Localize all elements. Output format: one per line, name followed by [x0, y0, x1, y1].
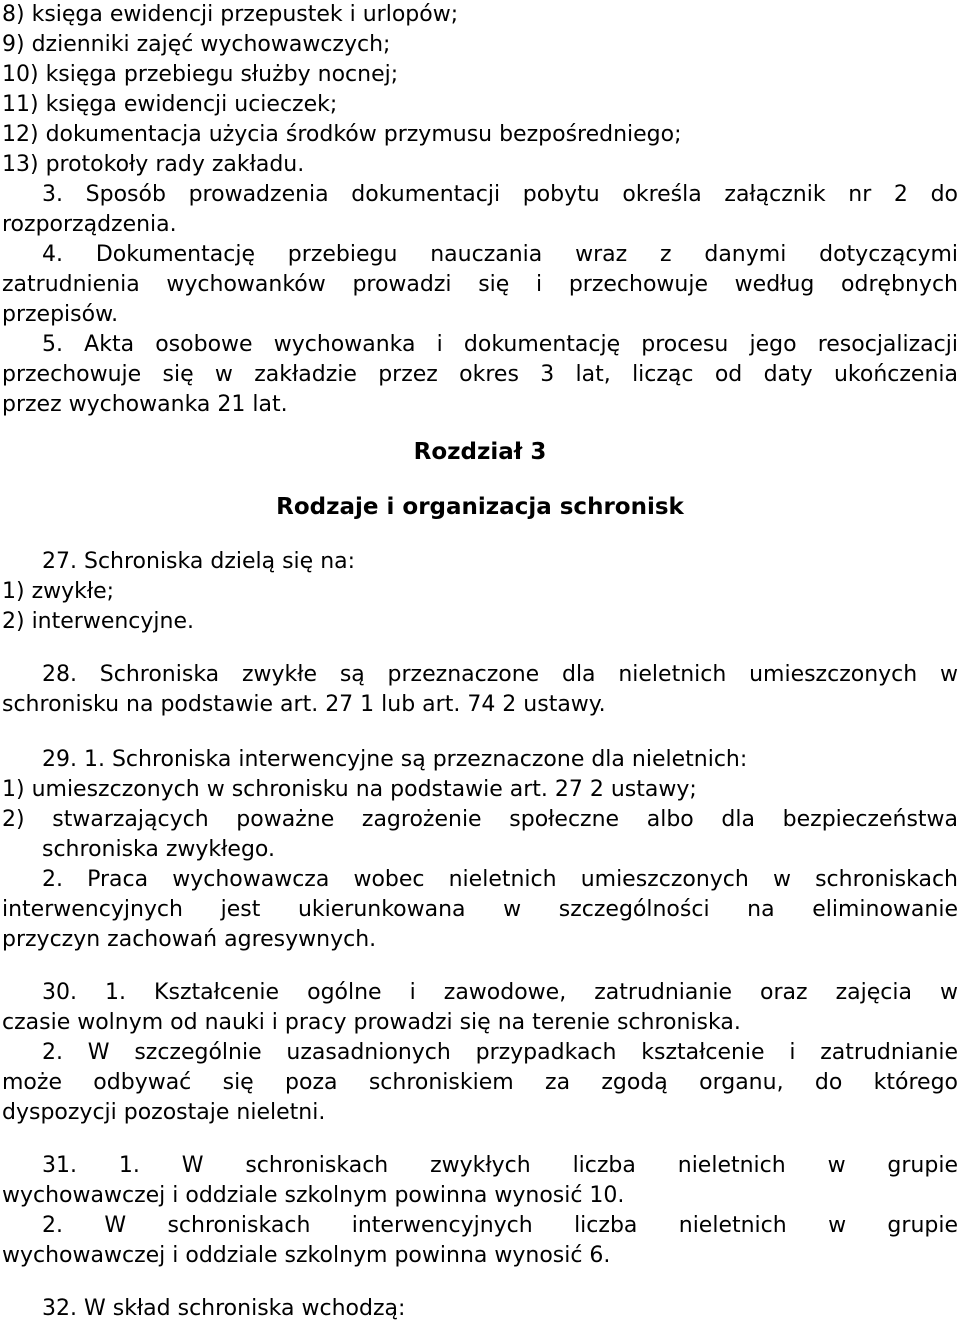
text-line: przyczyn zachowań agresywnych.	[2, 927, 377, 952]
text-line: 2. W szczególnie uzasadnionych przypadkach kształcenie i zatrudnianie	[42, 1040, 958, 1065]
text-line: 10) księga przebiegu służby nocnej;	[2, 62, 399, 87]
section-paragraph: 27. Schroniska dzielą się na:	[42, 549, 356, 574]
text-line: 1) zwykłe;	[2, 579, 115, 604]
chapter-heading: Rozdział 3	[413, 439, 547, 465]
text-line: 13) protokoły rady zakładu.	[2, 152, 305, 177]
text-line: schroniska zwykłego.	[42, 837, 275, 862]
section-paragraph: 29. 1. Schroniska interwencyjne są przeznaczone dla nieletnich:	[42, 747, 748, 772]
text-line: 11) księga ewidencji ucieczek;	[2, 92, 338, 117]
text-line: przepisów.	[2, 302, 119, 327]
text-line: wychowawczej i oddziale szkolnym powinna wynosić 10.	[2, 1183, 625, 1208]
text-line: 4. Dokumentację przebiegu nauczania wraz z danymi dotyczącymi	[42, 242, 958, 267]
text-line: dyspozycji pozostaje nieletni.	[2, 1100, 326, 1125]
text-line: przez wychowanka 21 lat.	[2, 392, 288, 417]
text-line: 2) interwencyjne.	[2, 609, 195, 634]
section-paragraph: 28. Schroniska zwykłe są przeznaczone dla nieletnich umieszczonych w	[42, 662, 958, 687]
section-paragraph: 32. W skład schroniska wchodzą:	[42, 1296, 406, 1321]
text-line: 9) dzienniki zajęć wychowawczych;	[2, 32, 391, 57]
text-line: może odbywać się poza schroniskiem za zgodą organu, do którego	[2, 1070, 958, 1095]
section-paragraph: 31. 1. W schroniskach zwykłych liczba nieletnich w grupie	[42, 1153, 958, 1178]
text-line: przechowuje się w zakładzie przez okres 3 lat, licząc od daty ukończenia	[2, 362, 958, 387]
text-line: interwencyjnych jest ukierunkowana w szczególności na eliminowanie	[2, 897, 958, 922]
text-line: czasie wolnym od nauki i pracy prowadzi się na terenie schroniska.	[2, 1010, 741, 1035]
text-line: zatrudnienia wychowanków prowadzi się i przechowuje według odrębnych	[2, 272, 958, 297]
text-line: 12) dokumentacja użycia środków przymusu bezpośredniego;	[2, 122, 682, 147]
text-line: 2. Praca wychowawcza wobec nieletnich umieszczonych w schroniskach	[42, 867, 958, 892]
text-line: 5. Akta osobowe wychowanka i dokumentację procesu jego resocjalizacji	[42, 332, 958, 357]
text-line: 8) księga ewidencji przepustek i urlopów;	[2, 2, 459, 27]
text-line: 2. W schroniskach interwencyjnych liczba nieletnich w grupie	[42, 1213, 958, 1238]
chapter-title: Rodzaje i organizacja schronisk	[276, 494, 684, 520]
text-line: schronisku na podstawie art. 27 1 lub art. 74 2 ustawy.	[2, 692, 606, 717]
text-line: 1) umieszczonych w schronisku na podstawie art. 27 2 ustawy;	[2, 777, 697, 802]
section-paragraph: 30. 1. Kształcenie ogólne i zawodowe, zatrudnianie oraz zajęcia w	[42, 980, 958, 1005]
text-line: rozporządzenia.	[2, 212, 177, 237]
text-line: 3. Sposób prowadzenia dokumentacji pobytu określa załącznik nr 2 do	[42, 182, 958, 207]
text-line: 2) stwarzających poważne zagrożenie społeczne albo dla bezpieczeństwa	[2, 807, 958, 832]
text-line: wychowawczej i oddziale szkolnym powinna wynosić 6.	[2, 1243, 611, 1268]
